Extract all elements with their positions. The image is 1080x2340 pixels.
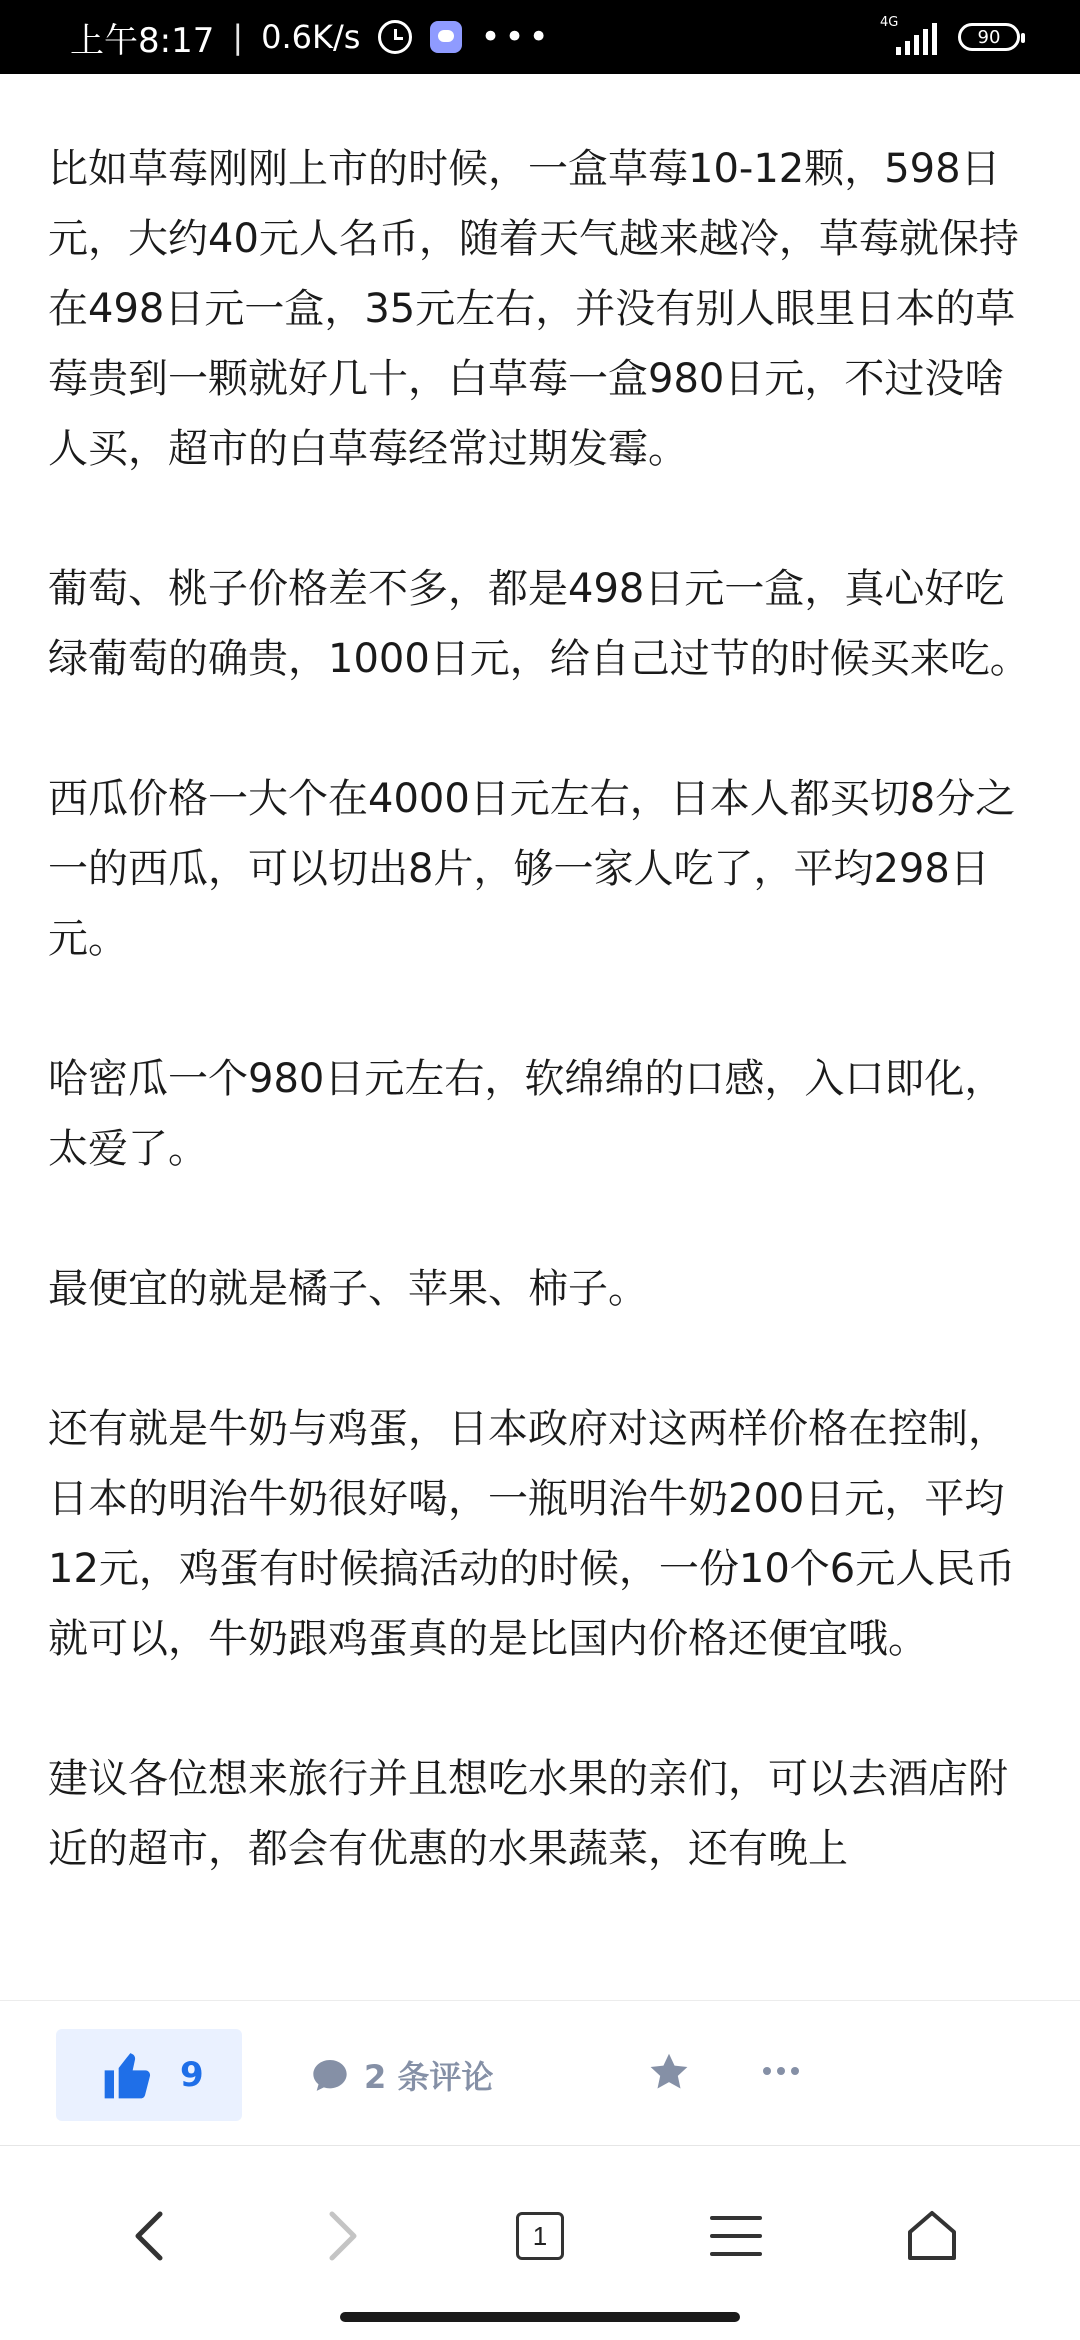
action-bar bbox=[0, 2000, 1080, 2146]
tab-count: 1 bbox=[532, 2220, 548, 2251]
forward-icon bbox=[322, 2206, 366, 2266]
menu-icon bbox=[708, 2212, 764, 2260]
home-icon bbox=[904, 2208, 960, 2264]
home-button[interactable] bbox=[882, 2186, 982, 2286]
tabs-button[interactable] bbox=[490, 2186, 590, 2286]
article-paragraph: 葡萄、桃子价格差不多，都是498日元一盒，真心好吃绿葡萄的确贵，1000日元，给自己过节的时候买来吃。 bbox=[48, 566, 1030, 682]
battery-level: 90 bbox=[977, 26, 1001, 48]
thumbs-up-icon bbox=[100, 2047, 156, 2103]
alarm-icon bbox=[378, 20, 412, 54]
status-separator: | bbox=[232, 18, 244, 56]
browser-nav-bar bbox=[0, 2146, 1080, 2340]
signal-icon bbox=[880, 15, 940, 55]
status-left bbox=[70, 13, 553, 62]
back-icon bbox=[126, 2206, 170, 2266]
network-type: 4G bbox=[880, 15, 899, 30]
article-paragraph: 比如草莓刚刚上市的时候，一盒草莓10-12颗，598日元，大约40元人名币，随着天气越来越冷，草莓就保持在498日元一盒，35元左右，并没有别人眼里日本的草莓贵到一颗就好几十，白草莓一盒980日元，不过没啥人买，超市的白草莓经常过期发霉。 bbox=[48, 146, 1019, 472]
signal-bars bbox=[896, 23, 937, 55]
article-paragraph: 最便宜的就是橘子、苹果、柿子。 bbox=[48, 1266, 648, 1312]
more-icon[interactable] bbox=[756, 2041, 806, 2101]
battery-icon bbox=[958, 23, 1020, 51]
article-content[interactable] bbox=[0, 74, 1080, 2000]
back-button[interactable] bbox=[98, 2186, 198, 2286]
like-count: 9 bbox=[180, 2055, 204, 2095]
app-notification-icon bbox=[430, 21, 462, 53]
article-text bbox=[48, 74, 1038, 1954]
status-more-dots: ••• bbox=[480, 17, 553, 57]
article-paragraph: 哈密瓜一个980日元左右，软绵绵的口感，入口即化，太爱了。 bbox=[48, 1056, 1005, 1172]
tabs-icon bbox=[516, 2212, 564, 2260]
network-speed: 0.6K/s bbox=[261, 18, 361, 56]
star-icon[interactable] bbox=[646, 2049, 692, 2095]
article-paragraph: 还有就是牛奶与鸡蛋，日本政府对这两样价格在控制，日本的明治牛奶很好喝，一瓶明治牛奶200日元，平均12元，鸡蛋有时候搞活动的时候，一份10个6元人民币就可以，牛奶跟鸡蛋真的是比国内价格还便宜哦。 bbox=[48, 1406, 1016, 1662]
like-button[interactable] bbox=[56, 2029, 242, 2121]
status-bar bbox=[0, 0, 1080, 74]
article-paragraph: 建议各位想来旅行并且想吃水果的亲们，可以去酒店附近的超市，都会有优惠的水果蔬菜，还有晚上 bbox=[48, 1756, 1008, 1872]
comment-count-label: 2 条评论 bbox=[364, 2058, 494, 2096]
comment-icon bbox=[310, 2055, 350, 2095]
home-indicator[interactable] bbox=[340, 2312, 740, 2322]
article-paragraph: 西瓜价格一大个在4000日元左右，日本人都买切8分之一的西瓜，可以切出8片，够一家人吃了，平均298日元。 bbox=[48, 776, 1016, 962]
status-right bbox=[880, 15, 1020, 55]
comment-button[interactable] bbox=[310, 2029, 493, 2121]
menu-button[interactable] bbox=[686, 2186, 786, 2286]
status-time: 上午8:17 bbox=[70, 20, 215, 61]
forward-button[interactable] bbox=[294, 2186, 394, 2286]
